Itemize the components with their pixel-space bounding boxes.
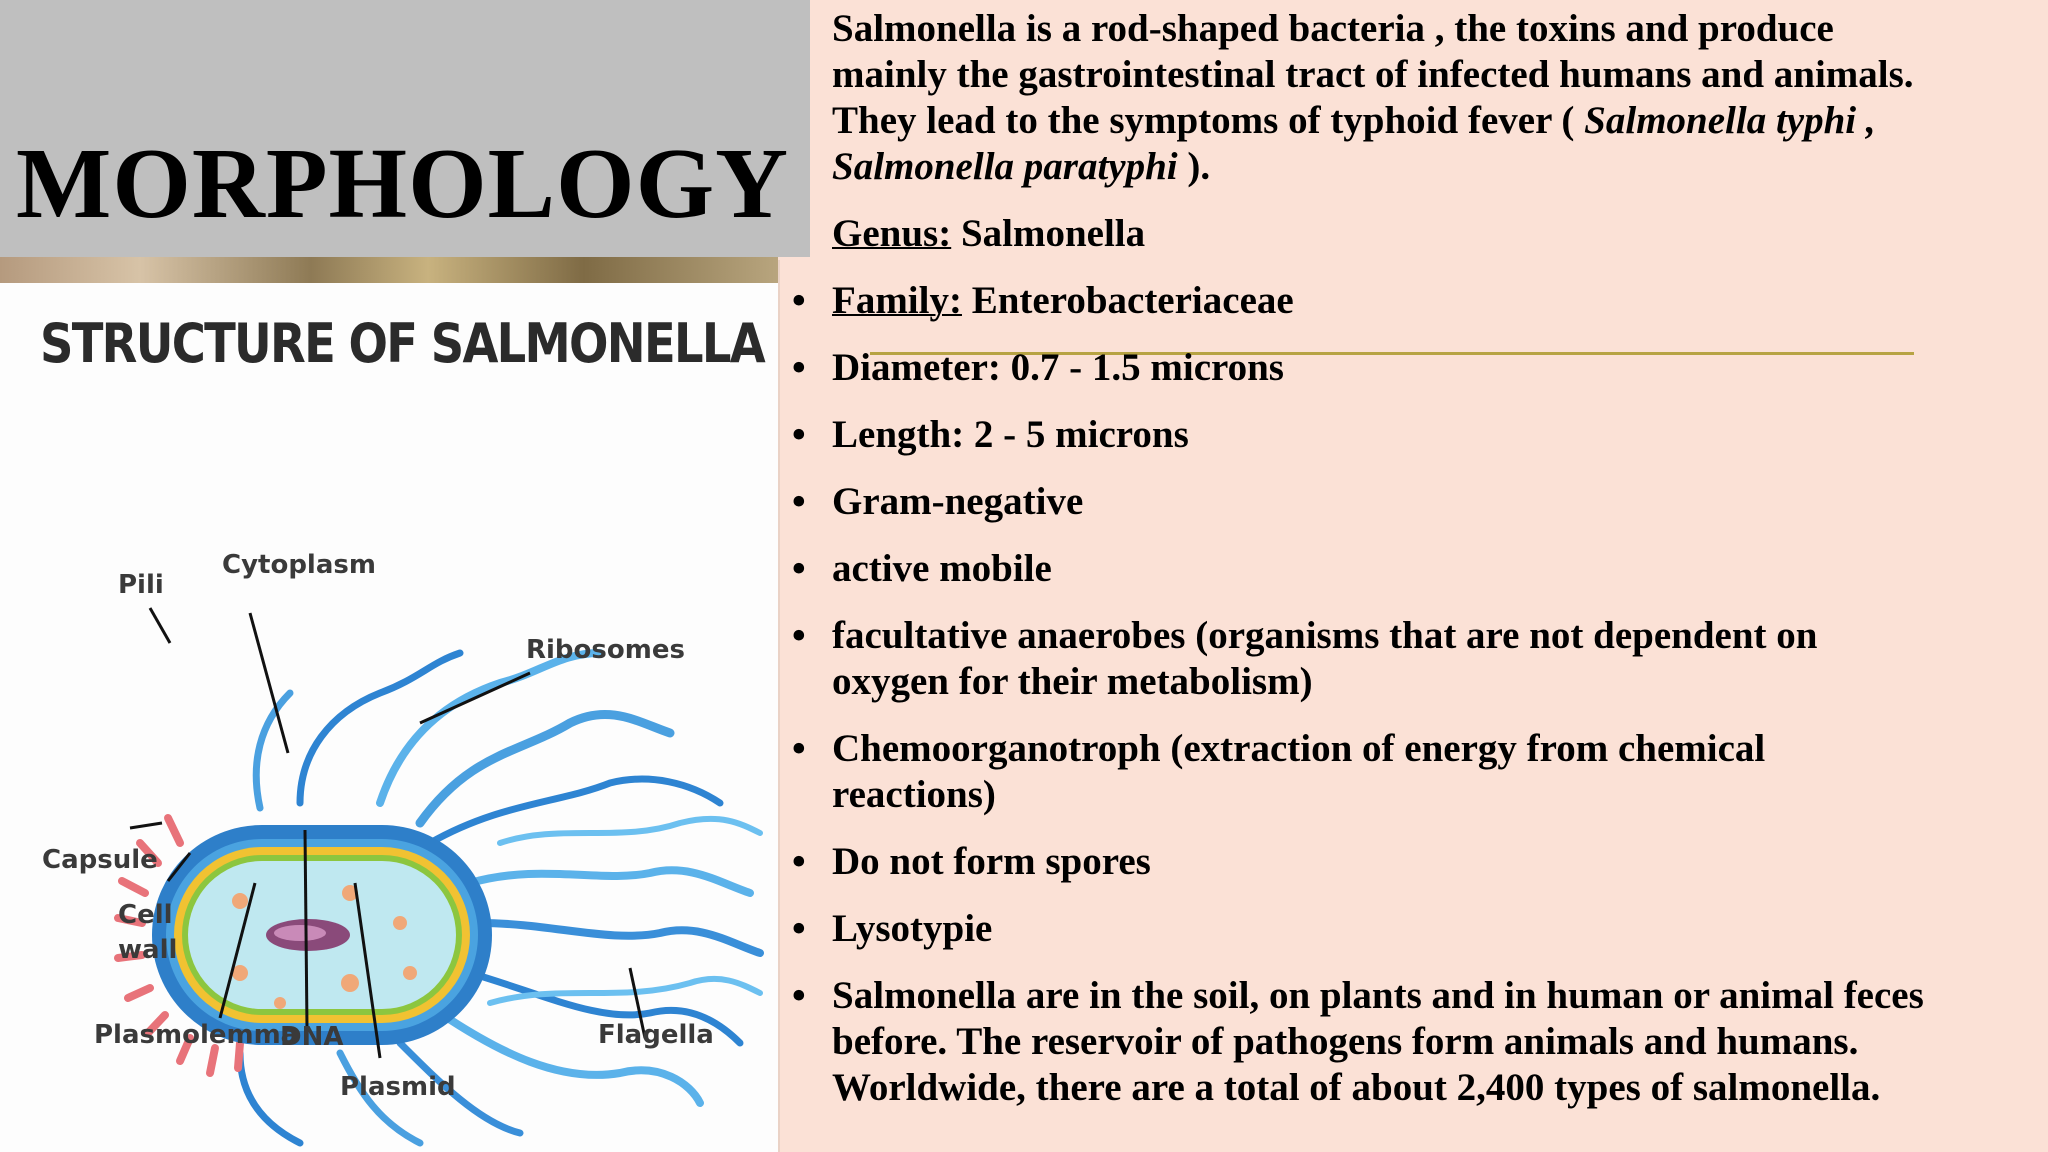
- list-item-text: Chemoorganotroph (extraction of energy from chemical: [832, 727, 1766, 770]
- intro-line-3: [832, 98, 1876, 144]
- family-line: [792, 278, 1294, 324]
- list-item: [792, 479, 1084, 525]
- list-item-text: Gram-negative: [832, 480, 1084, 523]
- bullet-symbol: •: [792, 907, 806, 950]
- genus-value: Salmonella: [951, 212, 1146, 255]
- family-value: Enterobacteriaceae: [961, 279, 1294, 322]
- intro-line-4-suffix: ).: [1177, 145, 1211, 188]
- intro-line-3-italic: Salmonella typhi ,: [1584, 99, 1876, 142]
- list-item: [792, 546, 1052, 592]
- list-item: [792, 345, 1284, 391]
- list-item-continuation: oxygen for their metabolism): [832, 660, 1313, 703]
- list-item-text: Length: 2 - 5 microns: [832, 413, 1189, 456]
- list-item: [792, 839, 1151, 885]
- intro-line-3-prefix: They lead to the symptoms of typhoid fever (: [832, 99, 1585, 142]
- list-item: [792, 973, 1924, 1019]
- list-item: [792, 412, 1189, 458]
- list-item-continuation: reactions): [832, 773, 996, 816]
- intro-line-1: Salmonella is a rod-shaped bacteria , the toxins and produce: [832, 7, 1834, 50]
- list-item-text: Salmonella are in the soil, on plants and in human or animal feces: [832, 974, 1924, 1017]
- bullet-symbol: •: [792, 413, 806, 456]
- bullet-symbol: •: [792, 974, 806, 1017]
- label-cell-wall-1: Cell: [118, 900, 173, 930]
- bullet-symbol: •: [792, 727, 806, 770]
- intro-line-4: [832, 144, 1210, 190]
- photo-strip: [0, 257, 778, 283]
- bullet-symbol: •: [792, 346, 806, 389]
- divider-line: [778, 260, 780, 1152]
- family-label: Family:: [832, 279, 962, 322]
- salmonella-structure-diagram: [0, 283, 778, 1152]
- label-pili: Pili: [118, 570, 164, 600]
- list-item-continuation: before. The reservoir of pathogens form animals and humans.: [832, 1020, 1859, 1063]
- bullet-symbol: •: [792, 480, 806, 523]
- genus-label: Genus:: [832, 212, 952, 255]
- label-ribosomes: Ribosomes: [526, 635, 685, 665]
- list-item-text: Lysotypie: [832, 907, 993, 950]
- label-plasmolemma: Plasmolemma: [94, 1020, 299, 1050]
- intro-line-4-italic: Salmonella paratyphi: [832, 145, 1178, 188]
- intro-line-2: mainly the gastrointestinal tract of infected humans and animals.: [832, 53, 1914, 96]
- bullet-symbol: •: [792, 547, 806, 590]
- bullet-symbol: •: [792, 279, 806, 322]
- list-item-text: facultative anaerobes (organisms that are not dependent on: [832, 614, 1818, 657]
- slide-title: MORPHOLOGY: [16, 127, 790, 239]
- label-capsule: Capsule: [42, 845, 158, 875]
- list-item-text: active mobile: [832, 547, 1052, 590]
- label-flagella: Flagella: [598, 1020, 714, 1050]
- list-item-text: Diameter: 0.7 - 1.5 microns: [832, 346, 1284, 389]
- list-item-continuation: Worldwide, there are a total of about 2,400 types of salmonella.: [832, 1066, 1881, 1109]
- bullet-symbol: •: [792, 614, 806, 657]
- list-item: [792, 726, 1766, 772]
- label-dna: DNA: [280, 1022, 344, 1052]
- label-cell-wall-2: wall: [118, 935, 178, 965]
- list-item: [792, 613, 1818, 659]
- list-item-text: Do not form spores: [832, 840, 1151, 883]
- label-cytoplasm: Cytoplasm: [222, 550, 376, 580]
- bullet-symbol: •: [792, 840, 806, 883]
- dna-highlight: [274, 925, 326, 941]
- diagram-title: STRUCTURE OF SALMONELLA: [40, 312, 764, 375]
- list-item: [792, 906, 993, 952]
- genus-line: [832, 211, 1145, 257]
- label-plasmid: Plasmid: [340, 1072, 456, 1102]
